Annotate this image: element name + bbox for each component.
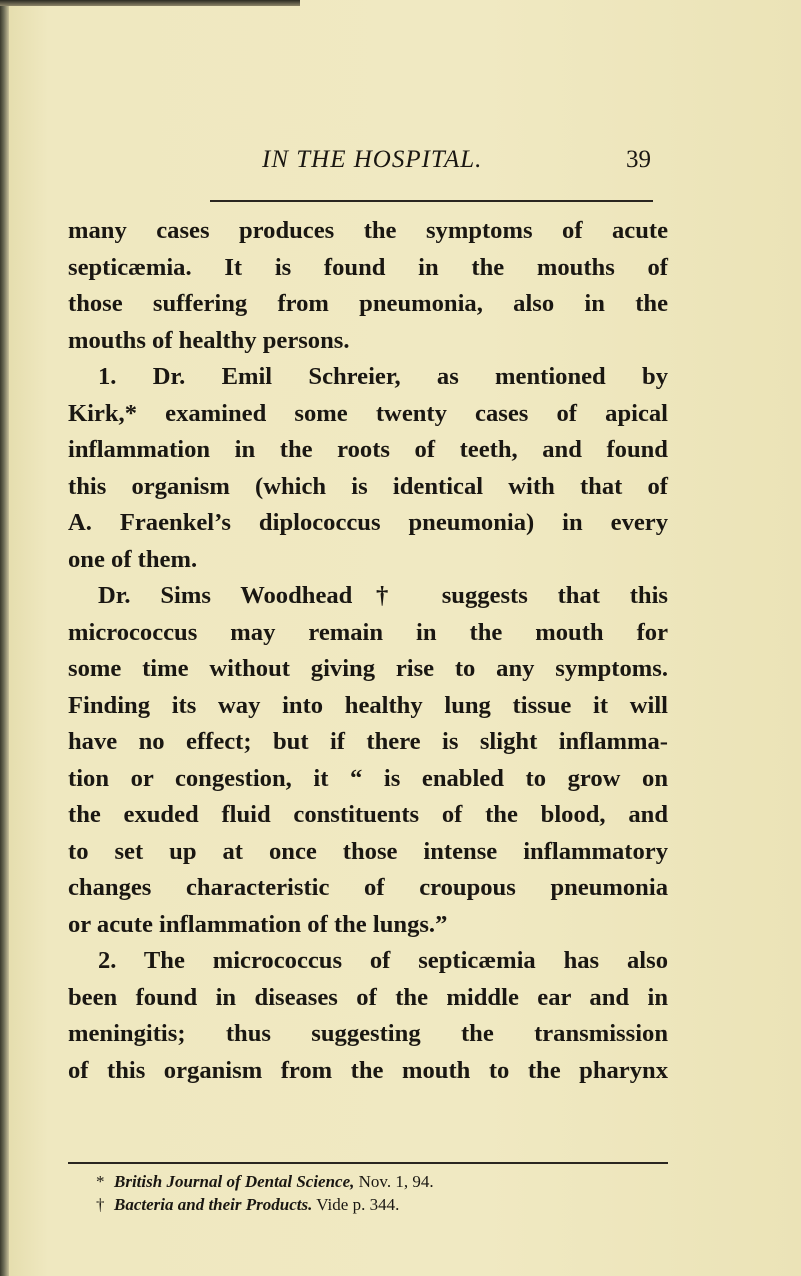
page-number: 39 bbox=[626, 146, 651, 173]
footnote-mark: † bbox=[96, 1195, 105, 1214]
footnotes bbox=[96, 1170, 434, 1216]
text-line: 1. Dr. Emil Schreier, as mentioned by bbox=[98, 363, 668, 390]
footnote-text: Vide p. 344. bbox=[312, 1195, 400, 1214]
text-line: of this organism from the mouth to the pharynx bbox=[68, 1056, 668, 1084]
text-line: to set up at once those intense inflammatory bbox=[68, 837, 668, 865]
text-line: this organism (which is identical with that of bbox=[68, 472, 668, 500]
text-line: those suffering from pneumonia, also in the bbox=[68, 290, 668, 317]
footnote bbox=[96, 1170, 434, 1193]
body-text bbox=[68, 213, 668, 1089]
footnote-title: British Journal of Dental Science, bbox=[114, 1172, 355, 1191]
header-rule bbox=[210, 200, 653, 202]
footnote-mark: * bbox=[96, 1172, 105, 1191]
footnote-text: Nov. 1, 94. bbox=[354, 1172, 434, 1191]
text-line: A. Fraenkel’s diplococcus pneumonia) in every bbox=[68, 509, 668, 536]
text-line: have no effect; but if there is slight inflamma- bbox=[68, 728, 668, 755]
text-line: or acute inflammation of the lungs.” bbox=[68, 910, 448, 938]
text-line: changes characteristic of croupous pneumonia bbox=[68, 874, 668, 901]
page-binding-edge bbox=[0, 0, 9, 1276]
text-line: inflammation in the roots of teeth, and found bbox=[68, 436, 668, 463]
footnote bbox=[96, 1193, 434, 1216]
text-line: 2. The micrococcus of septicæmia has also bbox=[98, 947, 668, 974]
text-line: Kirk,* examined some twenty cases of apical bbox=[68, 399, 668, 427]
text-line: tion or congestion, it “ is enabled to grow on bbox=[68, 764, 668, 792]
text-line: Finding its way into healthy lung tissue it will bbox=[68, 691, 668, 719]
text-line: micrococcus may remain in the mouth for bbox=[68, 618, 668, 646]
text-line: some time without giving rise to any symptoms. bbox=[68, 655, 668, 682]
text-line: many cases produces the symptoms of acute bbox=[68, 217, 668, 244]
text-line: been found in diseases of the middle ear and in bbox=[68, 983, 668, 1011]
footnote-title: Bacteria and their Products. bbox=[114, 1195, 313, 1214]
text-line: the exuded fluid constituents of the blood, and bbox=[68, 801, 668, 828]
text-line: Dr. Sims Woodhead† suggests that this bbox=[98, 582, 668, 609]
text-line: one of them. bbox=[68, 545, 198, 573]
footnote-rule bbox=[68, 1162, 668, 1164]
page-top-edge bbox=[0, 0, 300, 6]
text-line: septicæmia. It is found in the mouths of bbox=[68, 253, 668, 281]
running-head-title: IN THE HOSPITAL. bbox=[262, 146, 483, 173]
text-line: meningitis; thus suggesting the transmission bbox=[68, 1020, 668, 1047]
text-line: mouths of healthy persons. bbox=[68, 326, 350, 354]
